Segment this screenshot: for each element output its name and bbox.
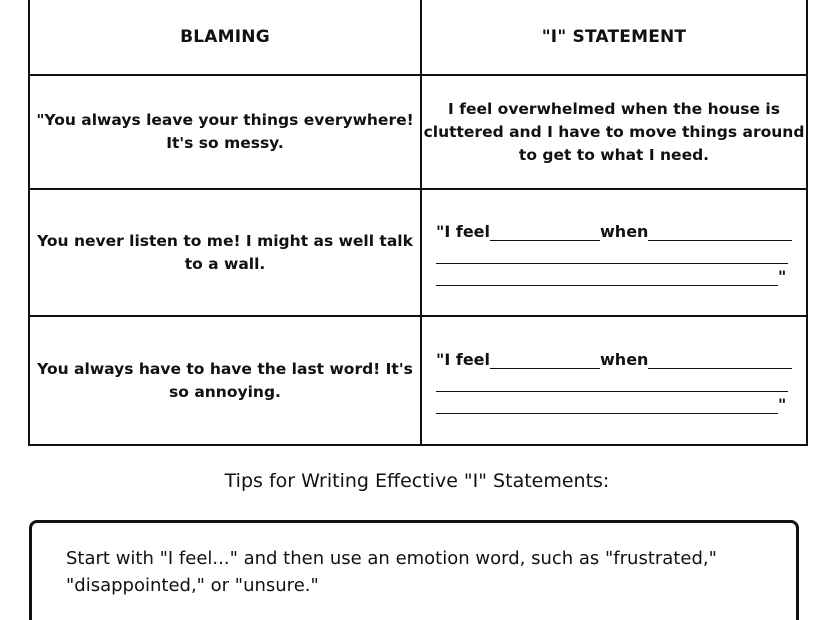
tip-text: Start with "I feel..." and then use an emotion word, such as "frustrated," "disappointed," or "unsure." bbox=[66, 548, 717, 596]
blaming-vs-i-statement-table bbox=[28, 0, 808, 446]
tips-heading: Tips for Writing Effective "I" Statements: bbox=[224, 470, 610, 492]
closing-quote: " bbox=[778, 267, 787, 286]
tip-box bbox=[29, 520, 799, 620]
situation-blank-line[interactable] bbox=[436, 269, 778, 286]
i-statement-column-header: "I" STATEMENT bbox=[421, 0, 807, 75]
fill-in-prefix: "I feel bbox=[436, 350, 491, 369]
situation-blank-line[interactable] bbox=[436, 241, 788, 264]
feeling-blank[interactable] bbox=[490, 224, 600, 241]
fill-in-connector: when bbox=[600, 222, 649, 241]
situation-blank[interactable] bbox=[648, 224, 792, 241]
table-row bbox=[29, 189, 807, 316]
i-statement-fill-in-cell bbox=[421, 316, 807, 445]
table-row bbox=[29, 316, 807, 445]
blaming-example: You always have to have the last word! It's so annoying. bbox=[29, 316, 421, 445]
table-header-row bbox=[29, 0, 807, 75]
situation-blank[interactable] bbox=[648, 352, 792, 369]
situation-blank-line[interactable] bbox=[436, 397, 778, 414]
feeling-blank[interactable] bbox=[490, 352, 600, 369]
fill-in-connector: when bbox=[600, 350, 649, 369]
closing-quote: " bbox=[778, 395, 787, 414]
i-statement-fill-in bbox=[436, 219, 792, 286]
situation-blank-line[interactable] bbox=[436, 369, 788, 392]
blaming-example: "You always leave your things everywhere! It's so messy. bbox=[29, 75, 421, 189]
table-row bbox=[29, 75, 807, 189]
blaming-column-header: BLAMING bbox=[29, 0, 421, 75]
fill-in-prefix: "I feel bbox=[436, 222, 491, 241]
blaming-example: You never listen to me! I might as well talk to a wall. bbox=[29, 189, 421, 316]
i-statement-fill-in-cell bbox=[421, 189, 807, 316]
i-statement-fill-in bbox=[436, 347, 792, 414]
i-statement-example: I feel overwhelmed when the house is cluttered and I have to move things around to get to what I need. bbox=[421, 75, 807, 189]
